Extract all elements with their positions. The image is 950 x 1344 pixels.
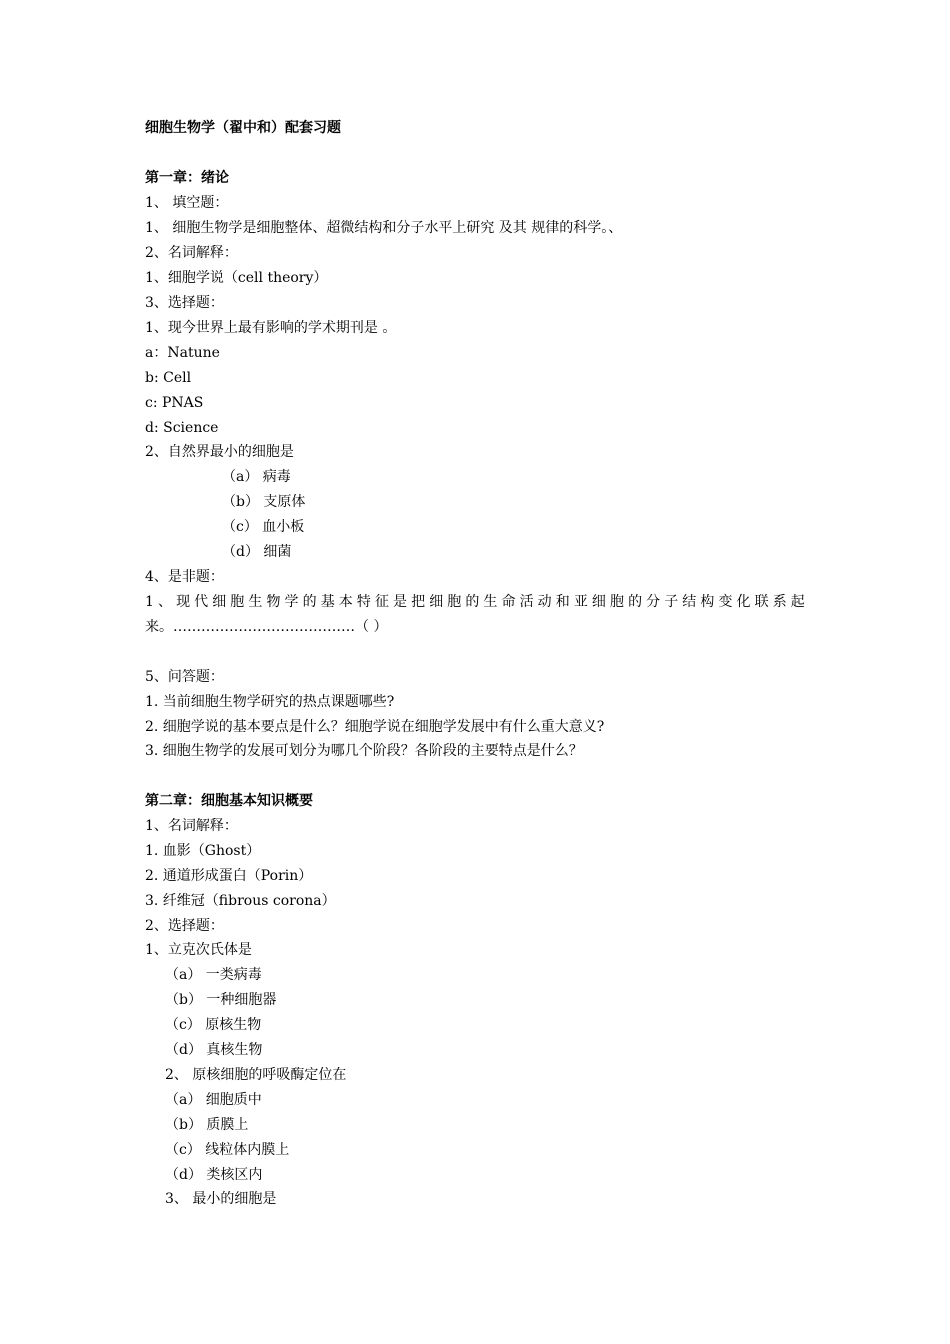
chapter1-heading: 第一章：绪论 [145, 170, 229, 186]
ch2-choice-heading: 2、选择题： [145, 918, 224, 934]
ch2-choice-q3: 3、 最小的细胞是 [165, 1191, 277, 1207]
ch1-qa-heading: 5、问答题： [145, 669, 224, 685]
ch1-choice-heading: 3、选择题： [145, 295, 224, 311]
ch1-qa-item-1: 1. 当前细胞生物学研究的热点课题哪些? [145, 694, 395, 710]
ch2-q2-option-b: （b） 质膜上 [165, 1117, 249, 1133]
ch1-q1-option-b: b: Cell [145, 370, 192, 386]
ch1-true-false-line2: 来。…………………………………（ ） [145, 619, 388, 635]
ch1-qa-item-2: 2. 细胞学说的基本要点是什么？细胞学说在细胞学发展中有什么重大意义? [145, 719, 605, 735]
ch2-q2-option-d: （d） 类核区内 [165, 1167, 263, 1183]
ch2-choice-q2: 2、 原核细胞的呼吸酶定位在 [165, 1067, 347, 1083]
ch1-true-false-heading: 4、是非题： [145, 569, 224, 585]
ch1-q1-option-a: a：Natune [145, 345, 220, 361]
ch1-fill-blank-item: 1、 细胞生物学是细胞整体、超微结构和分子水平上研究 及其 规律的科学。、 [145, 220, 623, 236]
ch1-choice-q1: 1、现今世界上最有影响的学术期刊是 。 [145, 320, 397, 336]
ch1-fill-blank-heading: 1、 填空题： [145, 195, 229, 211]
ch2-term-item-1: 1. 血影（Ghost） [145, 843, 261, 859]
ch1-choice-q2: 2、自然界最小的细胞是 [145, 444, 294, 460]
ch2-term-item-2: 2. 通道形成蛋白（Porin） [145, 868, 313, 884]
ch1-true-false-line1: 1、现代细胞生物学的基本特征是把细胞的生命活动和亚细胞的分子结构变化联系起 [145, 594, 807, 610]
ch1-q1-option-c: c: PNAS [145, 395, 204, 411]
ch2-q1-option-d: （d） 真核生物 [165, 1042, 263, 1058]
ch1-term-item: 1、细胞学说（cell theory） [145, 270, 328, 286]
ch1-qa-item-3: 3. 细胞生物学的发展可划分为哪几个阶段？各阶段的主要特点是什么？ [145, 743, 583, 759]
ch2-q2-option-c: （c） 线粒体内膜上 [165, 1142, 290, 1158]
ch1-q2-option-c: （c） 血小板 [222, 519, 305, 535]
chapter2-heading: 第二章：细胞基本知识概要 [145, 793, 313, 809]
ch1-q2-option-a: （a） 病毒 [222, 469, 291, 485]
ch2-q1-option-c: （c） 原核生物 [165, 1017, 262, 1033]
ch2-choice-q1: 1、立克次氏体是 [145, 942, 252, 958]
ch2-q1-option-b: （b） 一种细胞器 [165, 992, 277, 1008]
ch1-q2-option-b: （b） 支原体 [222, 494, 306, 510]
ch2-terms-heading: 1、名词解释： [145, 818, 238, 834]
ch1-q1-option-d: d: Science [145, 420, 219, 436]
ch2-q2-option-a: （a） 细胞质中 [165, 1092, 262, 1108]
ch1-terms-heading: 2、名词解释： [145, 245, 238, 261]
ch2-term-item-3: 3. 纤维冠（fibrous corona） [145, 893, 336, 909]
ch2-q1-option-a: （a） 一类病毒 [165, 967, 262, 983]
document-title: 细胞生物学（翟中和）配套习题 [145, 120, 341, 136]
ch1-q2-option-d: （d） 细菌 [222, 544, 292, 560]
